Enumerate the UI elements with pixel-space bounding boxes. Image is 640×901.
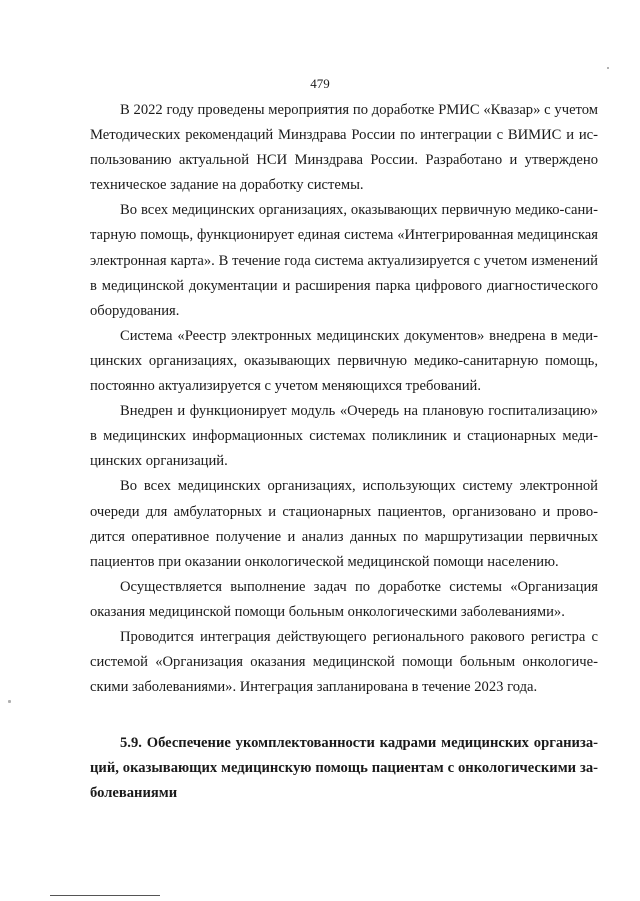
paragraph-electronic-documents-registry: Система «Реестр электронных медицинских документов» внедрена в медицинских организациях, оказывающих первичную медико-санитарную помощь, постоянно актуализируется с учетом меняющихся требований. (90, 327, 598, 395)
page-number: 479 (310, 76, 330, 91)
paragraph-hospitalization-queue-module: Внедрен и функционирует модуль «Очередь на плановую госпитализацию» в медицинских информационных системах поликлиник и стационарных медицинских организаций. (90, 403, 598, 470)
paragraph-electronic-queue: Во всех медицинских организациях, использующих систему электронной очереди для амбулаторных и стационарных пациентов, организовано и проводится оперативное получение и анализ данных по маршрутизации первичных пациентов при оказании онкологической медицинской помощи населению. (90, 478, 598, 570)
paragraph-integrated-medical-card: Во всех медицинских организациях, оказывающих первичную медико-санитарную помощь, функционирует единая система «Интегрированная медицинская электронная карта». В течение года система актуализируется с учетом изменений в медицинской документации и расширения парка цифрового диагностического оборудования. (90, 202, 598, 319)
paragraph-rmis-kvazar: В 2022 году проведены мероприятия по доработке РМИС «Квазар» с учетом Методических рекомендаций Минздрава России по интеграции с ВИМИС и использованию актуальной НСИ Минздрава России. Разработано и утверждено техническое задание на доработку системы. (90, 102, 598, 194)
footer-rule (50, 895, 160, 896)
paragraph-cancer-registry-integration: Проводится интеграция действующего регионального ракового регистра с системой «Организация оказания медицинской помощи больным онкологическими заболеваниями». Интеграция запланирована в течение 2023 года. (90, 628, 598, 696)
scan-artifact-dot (607, 67, 609, 69)
paragraph-oncology-system-development: Осуществляется выполнение задач по доработке системы «Организация оказания медицинской помощи больным онкологическими заболеваниями». (90, 578, 598, 620)
section-heading: 5.9. Обеспечение укомплектованности кадрами медицинских организаций, оказывающих медицинскую помощь пациентам с онкологическими заболеваниями (90, 735, 598, 801)
scan-margin-mark (8, 700, 11, 703)
body-text (90, 98, 598, 700)
